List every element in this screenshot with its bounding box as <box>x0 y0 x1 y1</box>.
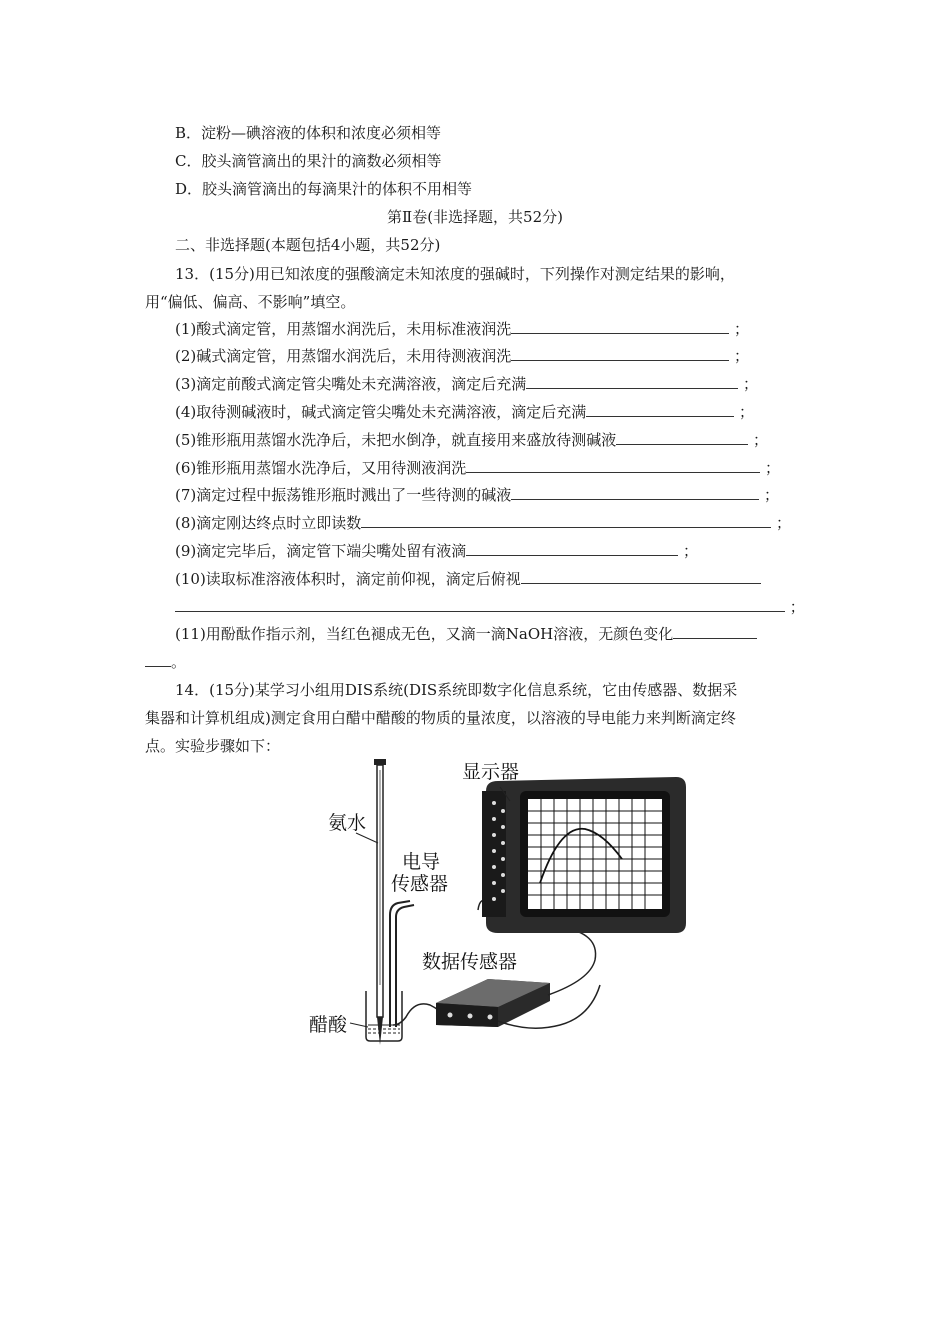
q14-line2: 集器和计算机组成)测定食用白醋中醋酸的物质的量浓度，以溶液的导电能力来判断滴定终 <box>145 709 736 727</box>
q13-item-7 <box>175 485 779 505</box>
semicolon: ； <box>789 598 805 616</box>
semicolon: ； <box>776 514 792 532</box>
item-text: (1)酸式滴定管，用蒸馏水润洗后，未用标准液润洗 <box>175 320 512 338</box>
q13-item-5 <box>175 430 768 450</box>
label-conductivity-1: 电导 <box>402 851 441 873</box>
q13-item-1 <box>175 319 749 339</box>
data-sensor-box-icon <box>436 979 550 1027</box>
semicolon: ； <box>734 320 750 338</box>
label-display: 显示器 <box>462 761 520 783</box>
burette-icon <box>374 759 386 1045</box>
q14-line3: 点。实验步骤如下： <box>145 737 281 755</box>
q13-item-11 <box>175 624 757 644</box>
semicolon: ； <box>765 459 781 477</box>
option-d: D．胶头滴管滴出的每滴果汁的体积不用相等 <box>175 180 473 198</box>
option-b: B．淀粉—碘溶液的体积和浓度必须相等 <box>175 124 442 142</box>
item-text: (2)碱式滴定管，用蒸馏水润洗后，未用待测液润洗 <box>175 347 512 365</box>
q13-item-10-cont <box>175 597 805 617</box>
answer-blank[interactable] <box>145 652 171 667</box>
answer-blank[interactable] <box>616 430 748 445</box>
label-acetic-acid: 醋酸 <box>309 1014 348 1036</box>
q13-item-11-cont <box>145 652 186 672</box>
answer-blank[interactable] <box>673 624 757 639</box>
answer-blank[interactable] <box>521 569 761 584</box>
display-monitor-icon <box>482 777 686 933</box>
answer-blank[interactable] <box>586 402 734 417</box>
item-text: (11)用酚酞作指示剂，当红色褪成无色，又滴一滴NaOH溶液，无颜色变化 <box>175 625 674 643</box>
q14-line1: 14．(15分)某学习小组用DIS系统(DIS系统即数字化信息系统，它由传感器、数据采 <box>175 681 738 699</box>
label-ammonia: 氨水 <box>328 812 367 834</box>
item-text: (3)滴定前酸式滴定管尖嘴处未充满溶液，滴定后充满 <box>175 375 527 393</box>
option-c: C．胶头滴管滴出的果汁的滴数必须相等 <box>175 152 442 170</box>
label-data-sensor: 数据传感器 <box>422 951 518 973</box>
answer-blank[interactable] <box>511 346 729 361</box>
semicolon: ； <box>739 403 755 421</box>
answer-blank[interactable] <box>175 597 785 612</box>
q13-intro-line1: 13．(15分)用已知浓度的强酸滴定未知浓度的强碱时，下列操作对测定结果的影响， <box>175 265 735 283</box>
q13-intro-line2: 用“偏低、偏高、不影响”填空。 <box>145 293 356 311</box>
item-text: (10)读取标准溶液体积时，滴定前仰视，滴定后俯视 <box>175 570 521 588</box>
q13-item-3 <box>175 374 758 394</box>
dis-apparatus-figure <box>0 755 950 1055</box>
answer-blank[interactable] <box>511 319 729 334</box>
semicolon: ； <box>764 486 780 504</box>
end-mark: 。 <box>171 653 187 671</box>
answer-blank[interactable] <box>526 374 738 389</box>
semicolon: ； <box>734 347 750 365</box>
item-text: (7)滴定过程中振荡锥形瓶时溅出了一些待测的碱液 <box>175 486 512 504</box>
answer-blank[interactable] <box>361 513 771 528</box>
q13-item-6 <box>175 458 780 478</box>
answer-blank[interactable] <box>466 458 760 473</box>
item-text: (4)取待测碱液时，碱式滴定管尖嘴处未充满溶液，滴定后充满 <box>175 403 587 421</box>
semicolon: ； <box>753 431 769 449</box>
answer-blank[interactable] <box>511 485 759 500</box>
semicolon: ； <box>743 375 759 393</box>
q13-item-4 <box>175 402 754 422</box>
item-text: (6)锥形瓶用蒸馏水洗净后，又用待测液润洗 <box>175 459 467 477</box>
section-title: 第Ⅱ卷(非选择题，共52分) <box>387 208 563 226</box>
q13-item-8 <box>175 513 791 533</box>
item-text: (9)滴定完毕后，滴定管下端尖嘴处留有液滴 <box>175 542 467 560</box>
q13-item-2 <box>175 346 749 366</box>
answer-blank[interactable] <box>466 541 678 556</box>
section-header: 二、非选择题(本题包括4小题，共52分) <box>175 236 441 254</box>
semicolon: ； <box>683 542 699 560</box>
item-text: (5)锥形瓶用蒸馏水洗净后，未把水倒净，就直接用来盛放待测碱液 <box>175 431 617 449</box>
q13-item-9 <box>175 541 698 561</box>
item-text: (8)滴定刚达终点时立即读数 <box>175 514 362 532</box>
label-conductivity-2: 传感器 <box>391 873 449 895</box>
q13-item-10 <box>175 569 761 589</box>
